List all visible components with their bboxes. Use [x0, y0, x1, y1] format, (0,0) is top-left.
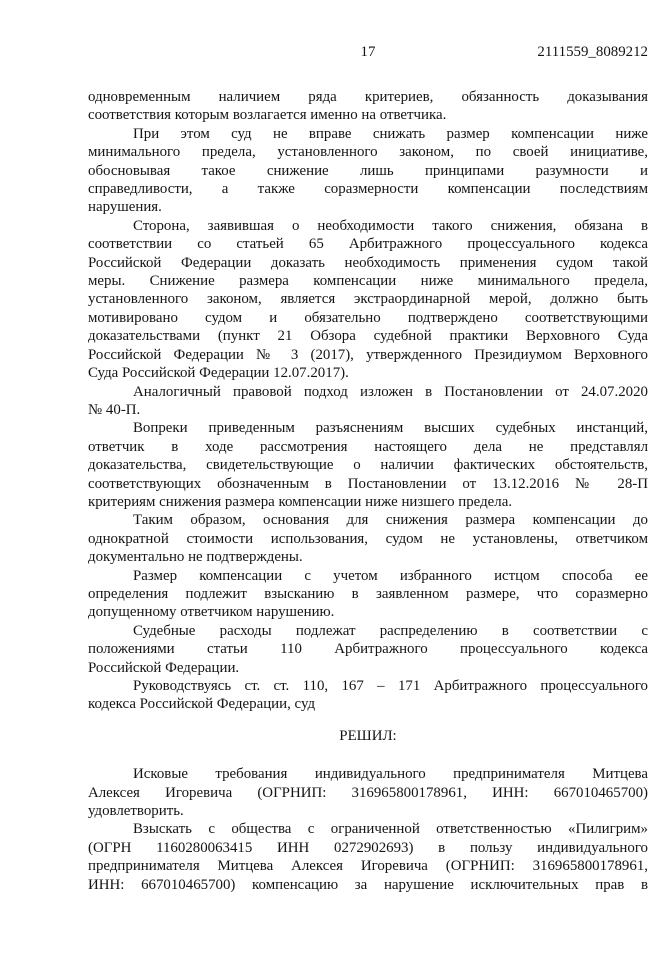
text-line: Руководствуясь ст. ст. 110, 167 – 171 Арбитражного процессуального	[133, 678, 648, 694]
text-line: мотивировано судом и обязательно подтверждено соответствующими	[88, 309, 648, 326]
paragraph	[88, 765, 648, 820]
text-line: допущенному ответчиком нарушению.	[88, 604, 335, 621]
text-line: одновременным наличием ряда критериев, обязанность доказывания	[88, 89, 648, 105]
text-line: доказательства, свидетельствующие о наличии фактических обстоятельств,	[88, 457, 648, 474]
page-number: 17	[360, 44, 376, 60]
text-line: Взыскать с общества с ограниченной ответственностью «Пилигрим»	[133, 821, 648, 838]
text-line: Российской Федерации № 3 (2017), утвержденного Президиумом Верховного	[88, 346, 648, 363]
text-line: критериям снижения размера компенсации ниже низшего предела.	[88, 493, 513, 510]
text-line: При этом суд не вправе снижать размер компенсации ниже	[133, 125, 648, 142]
text-line: Российской Федерации доказать необходимость применения судом такой	[88, 254, 648, 271]
text-line: положениями статьи 110 Арбитражного процессуального кодекса	[88, 641, 648, 658]
text-line: однократной стоимости использования, судом не установлены, ответчиком	[88, 530, 648, 547]
text-line: соответствующих обозначенным в Постановлении от 13.12.2016 № 28-П	[88, 475, 648, 492]
text-line: доказательствами (пункт 21 Обзора судебной практики Верховного Суда	[88, 328, 648, 345]
text-line: Таким образом, основания для снижения размера компенсации до	[133, 512, 648, 529]
paragraph	[88, 622, 648, 677]
paragraph	[88, 511, 648, 566]
text-line: Размер компенсации с учетом избранного истцом способа ее	[133, 567, 648, 584]
document-id: 2111559_8089212	[537, 44, 648, 60]
text-line: документально не подтверждены.	[88, 549, 303, 566]
text-line: Сторона, заявившая о необходимости такого снижения, обязана в	[133, 217, 648, 234]
document-body	[88, 88, 648, 894]
text-line: минимального предела, установленного законом, по своей инициативе,	[88, 144, 648, 161]
text-line: Исковые требования индивидуального предпринимателя Митцева	[133, 766, 648, 783]
paragraph-continuation	[88, 88, 648, 125]
text-line: кодекса Российской Федерации, суд	[88, 696, 316, 713]
text-line: Судебные расходы подлежат распределению в соответствии с	[133, 622, 648, 639]
text-line: определения подлежит взысканию в заявленном размере, что соразмерно	[88, 585, 648, 602]
paragraph	[88, 383, 648, 420]
text-line: Вопреки приведенным разъяснениям высших судебных инстанций,	[133, 420, 648, 437]
text-line: (ОГРН 1160280063415 ИНН 0272902693) в пользу индивидуального	[88, 839, 648, 856]
paragraph	[88, 677, 648, 714]
text-line: РЕШИЛ:	[339, 727, 397, 744]
paragraph	[88, 567, 648, 622]
text-line: № 40-П.	[88, 401, 141, 418]
text-line: Алексея Игоревича (ОГРНИП: 316965800178961, ИНН: 667010465700)	[88, 784, 648, 801]
text-line: предпринимателя Митцева Алексея Игоревича (ОГРНИП: 316965800178961,	[88, 858, 648, 875]
text-line: меры. Снижение размера компенсации ниже минимального предела,	[88, 273, 648, 290]
text-line: Российской Федерации.	[88, 659, 240, 676]
text-line: ИНН: 667010465700) компенсацию за нарушение исключительных прав в	[88, 876, 648, 893]
resolution-heading	[88, 727, 648, 745]
text-line: нарушения.	[88, 199, 162, 216]
paragraph	[88, 419, 648, 511]
page-header	[88, 43, 648, 62]
paragraph	[88, 217, 648, 383]
text-line: удовлетворить.	[88, 803, 184, 820]
text-line: Суда Российской Федерации 12.07.2017).	[88, 365, 349, 382]
text-line: соответствия которым возлагается именно на ответчика.	[88, 107, 447, 124]
paragraph	[88, 820, 648, 894]
text-line: Аналогичный правовой подход изложен в Постановлении от 24.07.2020	[133, 383, 648, 400]
text-line: соответствии со статьей 65 Арбитражного процессуального кодекса	[88, 236, 648, 253]
text-line: установленного законом, является экстраординарной мерой, должно быть	[88, 291, 648, 308]
text-line: справедливости, а также соразмерности компенсации последствиям	[88, 181, 648, 198]
paragraph	[88, 125, 648, 217]
text-line: ответчик в ходе рассмотрения настоящего дела не представлял	[88, 438, 648, 455]
text-line: обосновывая такое снижение лишь принципами разумности и	[88, 162, 648, 179]
